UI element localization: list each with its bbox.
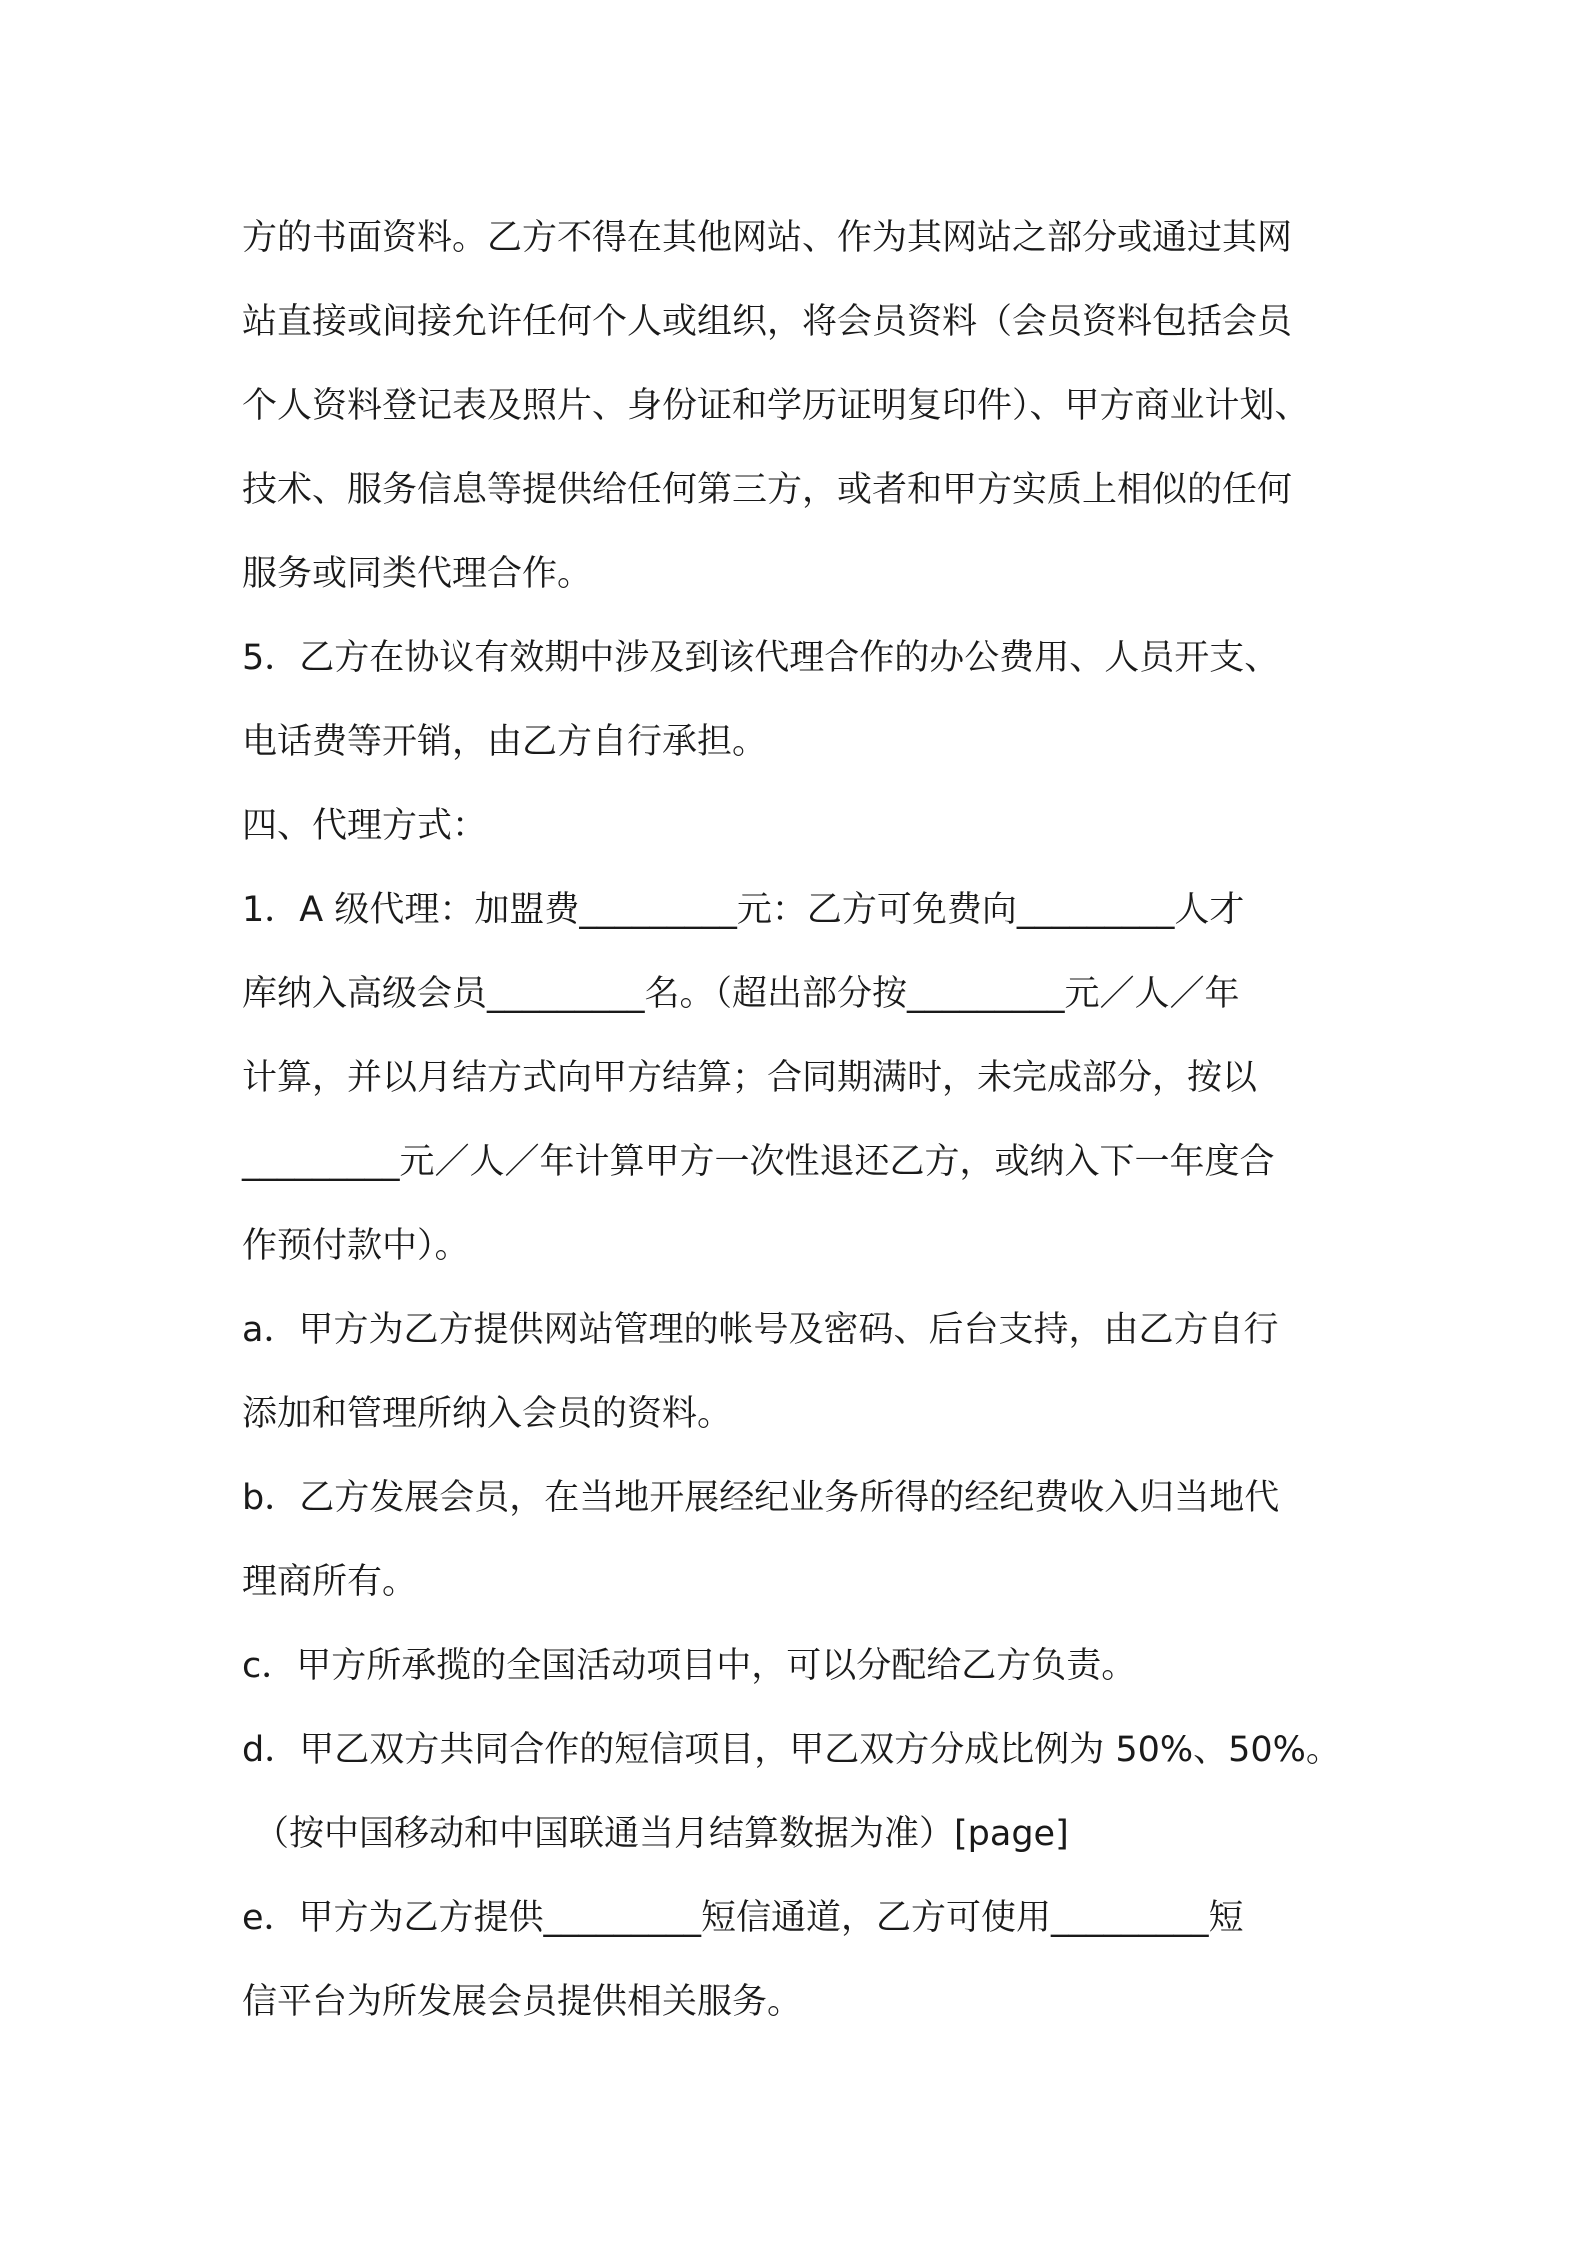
text-line: 库纳入高级会员_________名。（超出部分按_________元／人／年 [242,974,1240,1014]
item-c: c．甲方所承揽的全国活动项目中，可以分配给乙方负责。 [242,1646,1137,1686]
text-line: 站直接或间接允许任何个人或组织，将会员资料（会员资料包括会员 [242,302,1293,342]
text-line: 技术、服务信息等提供给任何第三方，或者和甲方实质上相似的任何 [242,470,1293,510]
text-line: _________元／人／年计算甲方一次性退还乙方，或纳入下一年度合 [242,1142,1275,1182]
text-line: 添加和管理所纳入会员的资料。 [242,1394,733,1434]
text-line: 电话费等开销，由乙方自行承担。 [242,722,768,762]
item-a: a．甲方为乙方提供网站管理的帐号及密码、后台支持，由乙方自行 [242,1310,1279,1350]
clause-1: 1．A 级代理：加盟费_________元：乙方可免费向_________人才 [242,890,1245,930]
text-line: 理商所有。 [242,1562,418,1602]
text-line: 服务或同类代理合作。 [242,554,593,594]
clause-5: 5．乙方在协议有效期中涉及到该代理合作的办公费用、人员开支、 [242,638,1280,678]
item-e: e．甲方为乙方提供_________短信通道，乙方可使用_________短 [242,1898,1244,1938]
text-line: 个人资料登记表及照片、身份证和学历证明复印件）、甲方商业计划、 [242,386,1310,426]
body-text [242,196,1372,2044]
item-b: b．乙方发展会员，在当地开展经纪业务所得的经纪费收入归当地代 [242,1478,1280,1518]
text-line: 作预付款中）。 [242,1226,470,1266]
text-line: 计算，并以月结方式向甲方结算；合同期满时，未完成部分，按以 [242,1058,1258,1098]
text-line: 方的书面资料。乙方不得在其他网站、作为其网站之部分或通过其网 [242,218,1293,258]
text-line: 信平台为所发展会员提供相关服务。 [242,1982,803,2022]
section-heading: 四、代理方式： [242,806,488,846]
item-d: d．甲乙双方共同合作的短信项目，甲乙双方分成比例为 50%、50%。 [242,1730,1341,1770]
text-line: （按中国移动和中国联通当月结算数据为准）[page] [254,1814,1069,1854]
